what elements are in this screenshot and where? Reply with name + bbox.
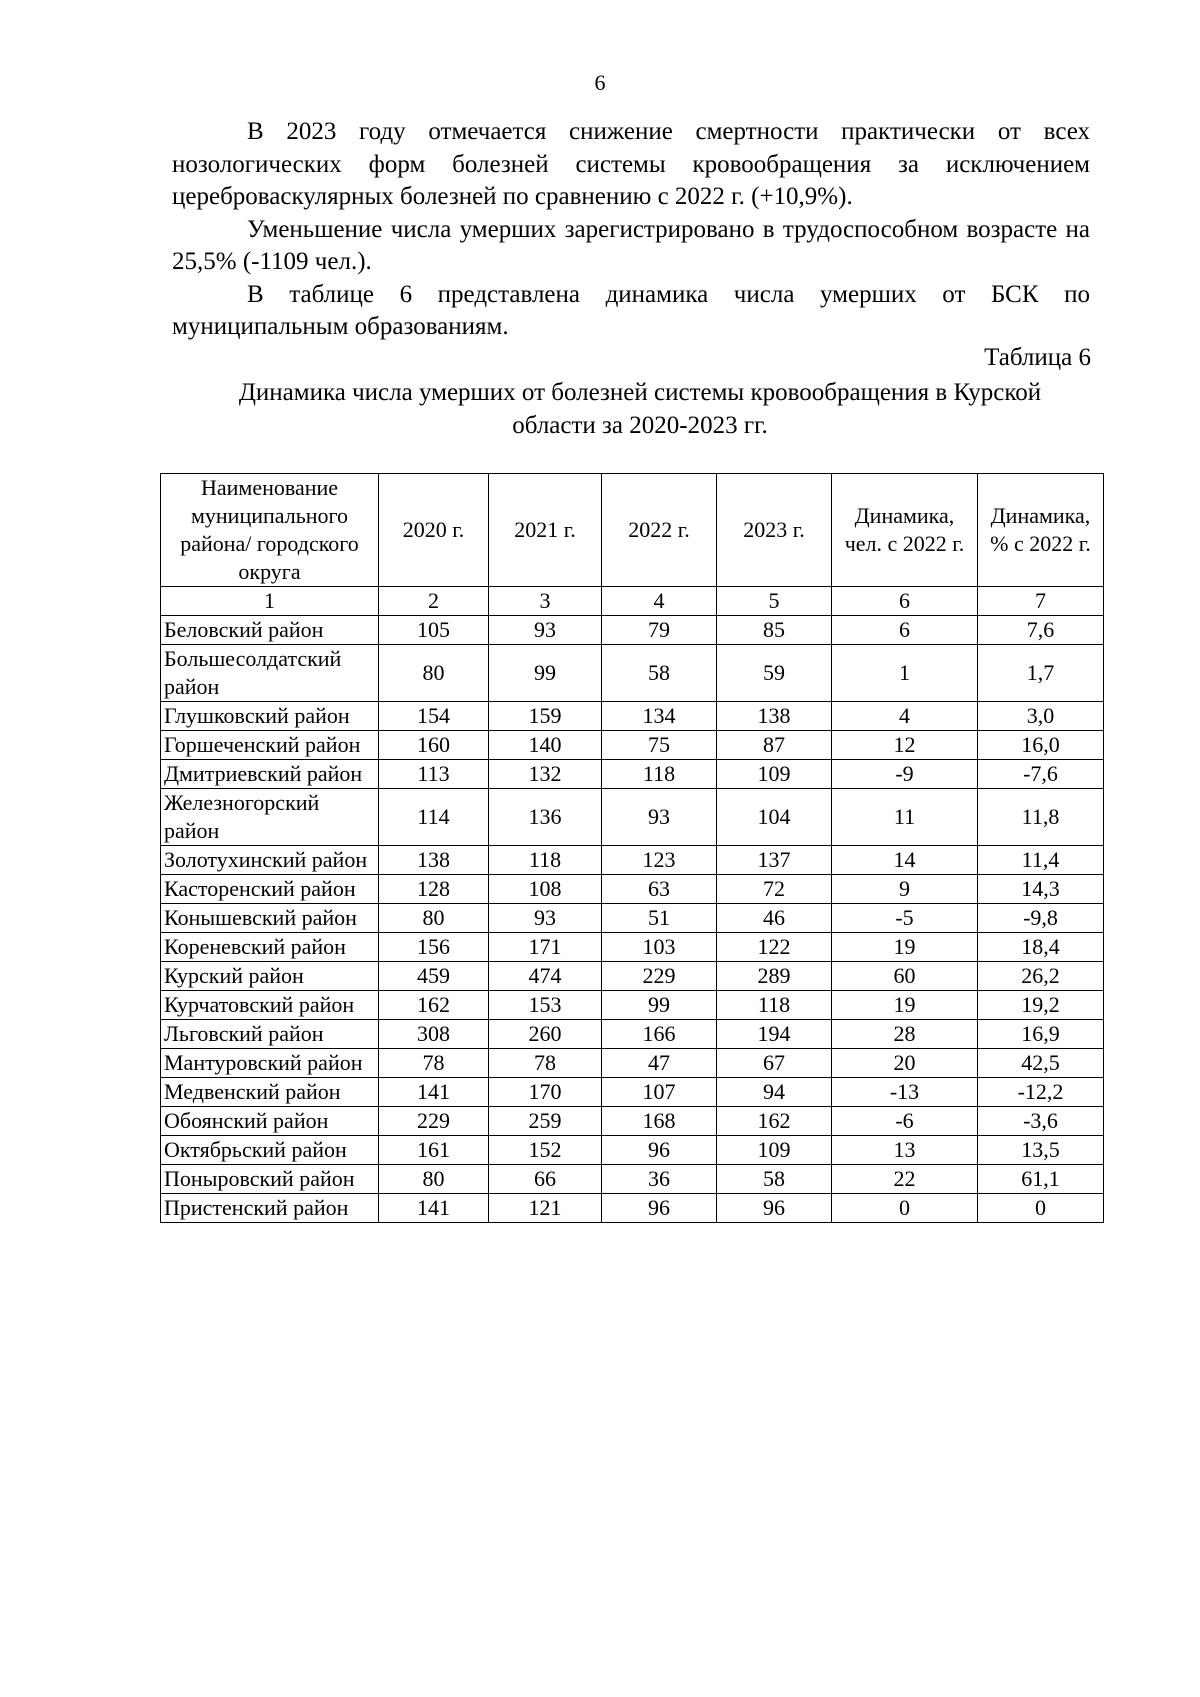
- value-cell: 42,5: [978, 1049, 1104, 1078]
- value-cell: 138: [717, 702, 832, 731]
- value-cell: 96: [602, 1136, 717, 1165]
- district-name-cell: Горшеченский район: [161, 731, 379, 760]
- value-cell: 11,4: [978, 846, 1104, 875]
- table-row: [161, 846, 1104, 875]
- value-cell: 4: [832, 702, 978, 731]
- value-cell: 123: [602, 846, 717, 875]
- value-cell: 162: [717, 1107, 832, 1136]
- district-name-cell: Октябрьский район: [161, 1136, 379, 1165]
- value-cell: 79: [602, 616, 717, 645]
- table-row: [161, 962, 1104, 991]
- table-row: [161, 1107, 1104, 1136]
- value-cell: 9: [832, 875, 978, 904]
- value-cell: 3,0: [978, 702, 1104, 731]
- value-cell: 80: [379, 904, 489, 933]
- value-cell: 153: [489, 991, 602, 1020]
- value-cell: 6: [832, 616, 978, 645]
- value-cell: 16,9: [978, 1020, 1104, 1049]
- value-cell: 128: [379, 875, 489, 904]
- value-cell: 36: [602, 1165, 717, 1194]
- value-cell: -9,8: [978, 904, 1104, 933]
- value-cell: 474: [489, 962, 602, 991]
- value-cell: 0: [978, 1194, 1104, 1223]
- value-cell: 103: [602, 933, 717, 962]
- value-cell: 137: [717, 846, 832, 875]
- table-row: [161, 760, 1104, 789]
- value-cell: 63: [602, 875, 717, 904]
- value-cell: -13: [832, 1078, 978, 1107]
- column-number: 4: [602, 587, 717, 616]
- district-name-cell: Глушковский район: [161, 702, 379, 731]
- value-cell: 13,5: [978, 1136, 1104, 1165]
- column-number: 5: [717, 587, 832, 616]
- value-cell: -6: [832, 1107, 978, 1136]
- table-row: [161, 1078, 1104, 1107]
- value-cell: 132: [489, 760, 602, 789]
- column-number: 6: [832, 587, 978, 616]
- table-row: [161, 875, 1104, 904]
- district-name-cell: Конышевский район: [161, 904, 379, 933]
- district-name-cell: Курчатовский район: [161, 991, 379, 1020]
- table-body: [161, 616, 1104, 1223]
- district-name-cell: Большесолдатский район: [161, 645, 379, 702]
- district-name-cell: Кореневский район: [161, 933, 379, 962]
- value-cell: 78: [379, 1049, 489, 1078]
- table-label: Таблица 6: [984, 344, 1091, 371]
- district-name-cell: Поныровский район: [161, 1165, 379, 1194]
- value-cell: 159: [489, 702, 602, 731]
- value-cell: 59: [717, 645, 832, 702]
- value-cell: 108: [489, 875, 602, 904]
- value-cell: 154: [379, 702, 489, 731]
- value-cell: 260: [489, 1020, 602, 1049]
- value-cell: 229: [602, 962, 717, 991]
- value-cell: 122: [717, 933, 832, 962]
- value-cell: 140: [489, 731, 602, 760]
- value-cell: 85: [717, 616, 832, 645]
- value-cell: 96: [717, 1194, 832, 1223]
- table-row: [161, 616, 1104, 645]
- value-cell: 259: [489, 1107, 602, 1136]
- value-cell: 0: [832, 1194, 978, 1223]
- value-cell: 105: [379, 616, 489, 645]
- district-name-cell: Медвенский район: [161, 1078, 379, 1107]
- value-cell: 166: [602, 1020, 717, 1049]
- paragraph: Уменьшение числа умерших зарегистрировано в трудоспособном возрасте на 25,5% (-1109 чел.).: [172, 215, 1090, 275]
- value-cell: 11: [832, 789, 978, 846]
- value-cell: 7,6: [978, 616, 1104, 645]
- column-header: 2020 г.: [379, 474, 489, 587]
- column-header: 2022 г.: [602, 474, 717, 587]
- column-header: 2023 г.: [717, 474, 832, 587]
- value-cell: 138: [379, 846, 489, 875]
- value-cell: 152: [489, 1136, 602, 1165]
- value-cell: 308: [379, 1020, 489, 1049]
- paragraph: В таблице 6 представлена динамика числа умерших от БСК по муниципальным образованиям.: [172, 280, 1090, 340]
- value-cell: 80: [379, 645, 489, 702]
- value-cell: 72: [717, 875, 832, 904]
- value-cell: 47: [602, 1049, 717, 1078]
- value-cell: 46: [717, 904, 832, 933]
- table-row: [161, 904, 1104, 933]
- mortality-table: [160, 473, 1104, 1223]
- value-cell: 58: [717, 1165, 832, 1194]
- table-row: [161, 789, 1104, 846]
- district-name-cell: Касторенский район: [161, 875, 379, 904]
- district-name-cell: Пристенский район: [161, 1194, 379, 1223]
- value-cell: 93: [489, 904, 602, 933]
- value-cell: 160: [379, 731, 489, 760]
- column-header: Динамика, % с 2022 г.: [978, 474, 1104, 587]
- column-number: 7: [978, 587, 1104, 616]
- value-cell: 20: [832, 1049, 978, 1078]
- value-cell: 141: [379, 1078, 489, 1107]
- column-number-row: [161, 587, 1104, 616]
- value-cell: 19,2: [978, 991, 1104, 1020]
- value-cell: 60: [832, 962, 978, 991]
- value-cell: 109: [717, 760, 832, 789]
- column-number: 1: [161, 587, 379, 616]
- column-number: 2: [379, 587, 489, 616]
- district-name-cell: Золотухинский район: [161, 846, 379, 875]
- value-cell: 58: [602, 645, 717, 702]
- value-cell: 168: [602, 1107, 717, 1136]
- table-row: [161, 991, 1104, 1020]
- value-cell: -5: [832, 904, 978, 933]
- table-title: Динамика числа умерших от болезней системы кровообращения в Курской области за 2020-2023 гг.: [238, 379, 1042, 439]
- value-cell: 18,4: [978, 933, 1104, 962]
- value-cell: 141: [379, 1194, 489, 1223]
- table-row: [161, 1049, 1104, 1078]
- value-cell: 289: [717, 962, 832, 991]
- column-header: Динамика, чел. с 2022 г.: [832, 474, 978, 587]
- value-cell: 14: [832, 846, 978, 875]
- district-name-cell: Льговский район: [161, 1020, 379, 1049]
- value-cell: 459: [379, 962, 489, 991]
- value-cell: 1: [832, 645, 978, 702]
- value-cell: 170: [489, 1078, 602, 1107]
- value-cell: 14,3: [978, 875, 1104, 904]
- paragraph: В 2023 году отмечается снижение смертности практически от всех нозологических форм болезней системы кровообращения за исключением цереброваскулярных болезней по сравнению с 2022 г. (+10,9%).: [172, 118, 1090, 210]
- value-cell: 12: [832, 731, 978, 760]
- body-text: [172, 116, 1090, 344]
- value-cell: 80: [379, 1165, 489, 1194]
- value-cell: 171: [489, 933, 602, 962]
- value-cell: -3,6: [978, 1107, 1104, 1136]
- table-row: [161, 1194, 1104, 1223]
- value-cell: 113: [379, 760, 489, 789]
- value-cell: 16,0: [978, 731, 1104, 760]
- value-cell: 19: [832, 991, 978, 1020]
- district-name-cell: Мантуровский район: [161, 1049, 379, 1078]
- district-name-cell: Дмитриевский район: [161, 760, 379, 789]
- value-cell: 1,7: [978, 645, 1104, 702]
- column-header: Наименование муниципального района/ городского округа: [161, 474, 379, 587]
- value-cell: 96: [602, 1194, 717, 1223]
- district-name-cell: Беловский район: [161, 616, 379, 645]
- value-cell: 94: [717, 1078, 832, 1107]
- value-cell: 99: [602, 991, 717, 1020]
- district-name-cell: Курский район: [161, 962, 379, 991]
- table-row: [161, 1165, 1104, 1194]
- value-cell: 87: [717, 731, 832, 760]
- value-cell: 11,8: [978, 789, 1104, 846]
- table-header-row: [161, 474, 1104, 587]
- value-cell: 229: [379, 1107, 489, 1136]
- column-number: 3: [489, 587, 602, 616]
- table-row: [161, 1020, 1104, 1049]
- table-row: [161, 1136, 1104, 1165]
- value-cell: 194: [717, 1020, 832, 1049]
- value-cell: 118: [602, 760, 717, 789]
- value-cell: 114: [379, 789, 489, 846]
- page-number: 6: [594, 70, 606, 95]
- value-cell: 51: [602, 904, 717, 933]
- table-row: [161, 933, 1104, 962]
- value-cell: 61,1: [978, 1165, 1104, 1194]
- value-cell: 162: [379, 991, 489, 1020]
- value-cell: 99: [489, 645, 602, 702]
- value-cell: 109: [717, 1136, 832, 1165]
- value-cell: -12,2: [978, 1078, 1104, 1107]
- value-cell: -9: [832, 760, 978, 789]
- value-cell: 26,2: [978, 962, 1104, 991]
- value-cell: 22: [832, 1165, 978, 1194]
- value-cell: 118: [717, 991, 832, 1020]
- value-cell: 19: [832, 933, 978, 962]
- value-cell: -7,6: [978, 760, 1104, 789]
- value-cell: 78: [489, 1049, 602, 1078]
- value-cell: 156: [379, 933, 489, 962]
- value-cell: 107: [602, 1078, 717, 1107]
- value-cell: 104: [717, 789, 832, 846]
- value-cell: 93: [489, 616, 602, 645]
- value-cell: 118: [489, 846, 602, 875]
- value-cell: 136: [489, 789, 602, 846]
- table-row: [161, 645, 1104, 702]
- column-header: 2021 г.: [489, 474, 602, 587]
- district-name-cell: Обоянский район: [161, 1107, 379, 1136]
- value-cell: 13: [832, 1136, 978, 1165]
- value-cell: 66: [489, 1165, 602, 1194]
- value-cell: 161: [379, 1136, 489, 1165]
- value-cell: 75: [602, 731, 717, 760]
- value-cell: 134: [602, 702, 717, 731]
- value-cell: 67: [717, 1049, 832, 1078]
- value-cell: 121: [489, 1194, 602, 1223]
- district-name-cell: Железногорский район: [161, 789, 379, 846]
- value-cell: 93: [602, 789, 717, 846]
- table-row: [161, 731, 1104, 760]
- table-row: [161, 702, 1104, 731]
- value-cell: 28: [832, 1020, 978, 1049]
